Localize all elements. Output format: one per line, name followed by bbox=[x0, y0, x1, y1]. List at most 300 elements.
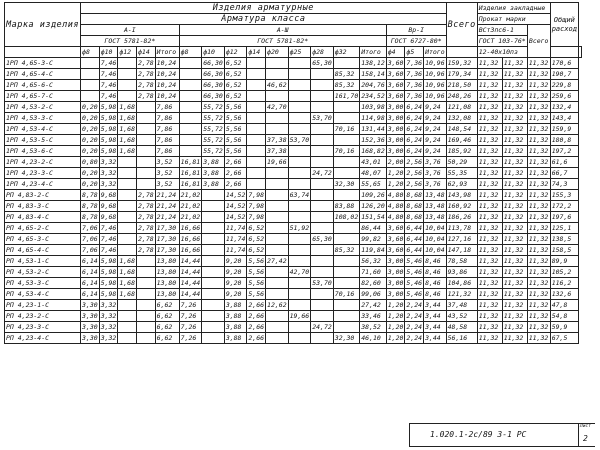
row-cell bbox=[81, 91, 100, 102]
row-cell: 5,56 bbox=[224, 146, 247, 157]
row-cell bbox=[247, 80, 266, 91]
row-cell bbox=[137, 146, 156, 157]
row-cell: 11,32 bbox=[528, 268, 549, 276]
row-cell: 5,98 bbox=[100, 103, 117, 111]
row-cell: 11,32 bbox=[502, 234, 527, 245]
row-cell: 6,52 bbox=[224, 80, 247, 91]
row-cell: 11,32 bbox=[528, 59, 549, 67]
row-cell: 8,46 bbox=[424, 256, 447, 267]
row-cell: 6,14 bbox=[82, 268, 98, 276]
row-cell: 7,46 bbox=[100, 92, 117, 100]
table-row bbox=[5, 58, 582, 69]
row-cell: 6,52 bbox=[224, 69, 247, 80]
row-cell bbox=[118, 311, 137, 322]
row-cell: 65,30 bbox=[312, 235, 332, 243]
row-cell: 9,68 bbox=[100, 213, 117, 221]
row-cell: 55,72 bbox=[203, 147, 223, 155]
row-cell: 11,32 bbox=[502, 157, 527, 168]
row-cell: 5,56 bbox=[248, 268, 265, 276]
row-cell: 11,32 bbox=[528, 147, 549, 155]
row-cell bbox=[118, 234, 137, 245]
row-cell bbox=[247, 124, 266, 135]
row-mark: 1РП 4,65-4-С bbox=[5, 69, 81, 80]
row-cell bbox=[202, 300, 225, 311]
row-cell: 186,26 bbox=[446, 212, 477, 223]
row-cell bbox=[311, 289, 334, 300]
row-cell: 2,66 bbox=[248, 301, 265, 309]
row-cell bbox=[118, 201, 137, 212]
row-mark: РП 4,53-1-С bbox=[5, 256, 81, 267]
row-cell: 46,10 bbox=[360, 333, 386, 344]
row-cell: 6,52 bbox=[248, 224, 265, 232]
row-cell: 6,62 bbox=[155, 300, 179, 311]
row-cell: 67,5 bbox=[550, 333, 578, 344]
table-row bbox=[5, 311, 582, 322]
row-cell bbox=[118, 157, 137, 168]
row-cell: 108,02 bbox=[334, 213, 359, 221]
row-cell: 5,98 bbox=[100, 290, 117, 298]
row-cell bbox=[266, 91, 289, 102]
row-cell: 8,78 bbox=[82, 191, 98, 199]
row-cell: 66,7 bbox=[550, 168, 578, 179]
row-cell: 13,48 bbox=[425, 202, 445, 210]
row-cell: 2,78 bbox=[138, 81, 154, 89]
row-cell: 55,72 bbox=[203, 103, 223, 111]
row-cell: 11,32 bbox=[477, 113, 502, 124]
sub-a3: ф20 bbox=[266, 47, 289, 58]
total-header: Всего bbox=[446, 3, 477, 47]
row-cell bbox=[202, 212, 225, 223]
row-cell: 11,32 bbox=[528, 213, 549, 221]
row-cell: 16,66 bbox=[180, 235, 201, 243]
row-cell bbox=[81, 58, 100, 69]
row-cell bbox=[202, 234, 225, 245]
row-cell: 10,96 bbox=[425, 92, 445, 100]
table-row bbox=[5, 190, 582, 201]
row-cell bbox=[288, 157, 311, 168]
row-cell: 37,48 bbox=[446, 300, 477, 311]
row-cell: 11,32 bbox=[502, 256, 527, 267]
row-cell: 7,36 bbox=[406, 59, 423, 67]
row-cell: 8,78 bbox=[82, 202, 98, 210]
row-cell bbox=[202, 311, 225, 322]
row-cell: 2,24 bbox=[406, 334, 423, 342]
row-cell: 11,32 bbox=[502, 168, 527, 179]
row-cell bbox=[118, 245, 137, 256]
row-mark: 1РП 4,53-6-С bbox=[5, 146, 81, 157]
row-cell: 16,66 bbox=[180, 224, 201, 232]
row-cell bbox=[137, 135, 156, 146]
gost-rolled: ГОСТ 103-76* bbox=[478, 37, 526, 45]
row-mark: 1РП 4,53-2-С bbox=[5, 102, 81, 113]
row-cell: 11,32 bbox=[528, 279, 549, 287]
row-cell: 11,32 bbox=[528, 103, 549, 111]
row-cell: 10,24 bbox=[155, 80, 179, 91]
row-cell bbox=[118, 190, 137, 201]
row-cell: 8,78 bbox=[82, 213, 98, 221]
row-cell: 86,44 bbox=[360, 223, 386, 234]
row-cell: 148,54 bbox=[446, 124, 477, 135]
row-cell: 10,96 bbox=[425, 59, 445, 67]
row-cell: 172,2 bbox=[550, 201, 578, 212]
row-cell: 11,32 bbox=[477, 124, 502, 135]
row-cell: 6,24 bbox=[406, 147, 423, 155]
gost-a1: ГОСТ 5781-82* bbox=[81, 36, 180, 47]
row-cell bbox=[333, 157, 359, 168]
row-cell: 11,32 bbox=[528, 70, 549, 78]
row-cell: 11,32 bbox=[528, 92, 549, 100]
row-cell bbox=[266, 223, 289, 234]
sheet-label: Лист bbox=[580, 424, 591, 429]
gost-vr1: ГОСТ 6727-80* bbox=[386, 36, 446, 47]
row-cell: 21,24 bbox=[155, 212, 179, 223]
row-mark: РП 4,53-2-С bbox=[5, 267, 81, 278]
row-cell: 11,32 bbox=[502, 300, 527, 311]
row-cell: 11,32 bbox=[502, 102, 527, 113]
row-cell: 11,32 bbox=[477, 69, 502, 80]
row-cell: 126,20 bbox=[361, 202, 385, 210]
row-cell: 5,98 bbox=[100, 147, 117, 155]
row-cell: 6,24 bbox=[406, 136, 423, 144]
row-cell: 4,80 bbox=[387, 202, 404, 210]
row-cell: 6,62 bbox=[155, 333, 179, 344]
row-cell bbox=[311, 311, 334, 322]
row-cell bbox=[118, 223, 137, 234]
sub-a3: ф14 bbox=[247, 47, 266, 58]
row-cell: 10,96 bbox=[425, 70, 445, 78]
row-cell: 3,88 bbox=[224, 300, 247, 311]
row-cell bbox=[202, 201, 225, 212]
row-cell: 3,88 bbox=[224, 311, 247, 322]
row-cell: 11,32 bbox=[477, 278, 502, 289]
row-cell bbox=[202, 267, 225, 278]
row-cell: 6,52 bbox=[224, 58, 247, 69]
row-cell: 7,36 bbox=[406, 81, 423, 89]
row-cell: 5,98 bbox=[100, 136, 117, 144]
row-mark: РП 4,23-1-С bbox=[5, 300, 81, 311]
row-cell bbox=[266, 333, 289, 344]
row-cell: 24,72 bbox=[312, 169, 332, 177]
row-cell bbox=[288, 91, 311, 102]
row-cell: 13,80 bbox=[155, 256, 179, 267]
row-cell: 5,56 bbox=[248, 279, 265, 287]
row-cell: 55,65 bbox=[360, 179, 386, 190]
row-cell bbox=[137, 102, 156, 113]
row-cell: 3,00 bbox=[387, 268, 404, 276]
row-cell: 14,44 bbox=[180, 290, 201, 298]
row-cell bbox=[311, 146, 334, 157]
row-cell: 11,32 bbox=[502, 223, 527, 234]
table-row bbox=[5, 212, 582, 223]
row-cell: 42,70 bbox=[267, 103, 287, 111]
row-cell: 0,20 bbox=[82, 180, 98, 188]
sub-a3: ф32 bbox=[333, 47, 359, 58]
row-cell: 37,38 bbox=[267, 147, 287, 155]
row-cell bbox=[137, 113, 156, 124]
row-cell: 190,7 bbox=[550, 69, 578, 80]
row-cell bbox=[137, 256, 156, 267]
row-cell: 11,32 bbox=[528, 169, 549, 177]
row-cell: 1,68 bbox=[119, 125, 135, 133]
row-cell: 66,30 bbox=[203, 70, 223, 78]
class-a1: А-I bbox=[81, 25, 180, 36]
row-cell bbox=[288, 322, 311, 333]
row-cell: 89,9 bbox=[550, 256, 578, 267]
row-cell: 66,30 bbox=[203, 81, 223, 89]
row-cell bbox=[288, 58, 311, 69]
row-cell: 5,98 bbox=[100, 125, 117, 133]
row-cell: 170,6 bbox=[550, 58, 578, 69]
row-cell: 147,18 bbox=[446, 245, 477, 256]
row-cell: 103,98 bbox=[361, 103, 385, 111]
row-cell bbox=[311, 102, 334, 113]
row-cell: 9,24 bbox=[424, 146, 447, 157]
row-cell bbox=[266, 245, 289, 256]
row-cell bbox=[137, 289, 156, 300]
row-cell bbox=[333, 234, 359, 245]
row-cell bbox=[266, 322, 289, 333]
row-cell bbox=[288, 113, 311, 124]
row-cell: 10,04 bbox=[425, 246, 445, 254]
row-cell bbox=[311, 256, 334, 267]
row-cell: 3,76 bbox=[424, 157, 447, 168]
row-cell: 5,98 bbox=[100, 114, 117, 122]
row-cell: 11,32 bbox=[502, 311, 527, 322]
row-cell: 2,66 bbox=[224, 179, 247, 190]
row-cell bbox=[247, 135, 266, 146]
row-mark: РП 4,83-2-С bbox=[5, 190, 81, 201]
sub-a3: Итого bbox=[360, 47, 386, 58]
row-cell: 32,30 bbox=[333, 179, 359, 190]
row-cell bbox=[137, 311, 156, 322]
row-mark: РП 4,53-3-С bbox=[5, 278, 81, 289]
row-cell: 3,00 bbox=[387, 257, 404, 265]
row-cell: 9,24 bbox=[424, 113, 447, 124]
sheet-number: 2 bbox=[583, 434, 588, 443]
row-cell bbox=[288, 245, 311, 256]
row-cell: 127,16 bbox=[446, 234, 477, 245]
row-cell: 11,32 bbox=[477, 333, 502, 344]
row-cell: 1,68 bbox=[119, 257, 135, 265]
row-cell: 11,32 bbox=[528, 235, 549, 243]
row-cell: 12,62 bbox=[267, 301, 287, 309]
row-cell: 11,74 bbox=[225, 224, 246, 232]
row-cell: 7,46 bbox=[100, 81, 117, 89]
row-cell: 143,98 bbox=[446, 190, 477, 201]
row-cell bbox=[202, 278, 225, 289]
row-mark: 1РП 4,65-6-С bbox=[5, 80, 81, 91]
row-cell: 3,44 bbox=[424, 322, 447, 333]
row-cell: 14,52 bbox=[225, 191, 246, 199]
row-cell bbox=[118, 322, 137, 333]
armature-class: Арматура класса bbox=[81, 14, 447, 25]
row-cell: 3,00 bbox=[387, 136, 404, 144]
row-cell: 21,02 bbox=[180, 191, 201, 199]
row-cell: 168,82 bbox=[361, 147, 385, 155]
row-cell: 0,20 bbox=[82, 125, 98, 133]
row-cell bbox=[266, 289, 289, 300]
row-cell bbox=[288, 289, 311, 300]
sub-a1: ф10 bbox=[99, 47, 118, 58]
row-cell bbox=[288, 278, 311, 289]
row-cell bbox=[202, 190, 225, 201]
row-cell: 11,32 bbox=[477, 234, 502, 245]
row-cell bbox=[179, 146, 202, 157]
row-cell: 8,46 bbox=[424, 289, 447, 300]
row-cell bbox=[288, 102, 311, 113]
row-cell: 169,46 bbox=[446, 135, 477, 146]
row-cell: 132,08 bbox=[446, 113, 477, 124]
table-row bbox=[5, 179, 582, 190]
row-cell: 197,2 bbox=[550, 146, 578, 157]
row-cell: 6,44 bbox=[406, 235, 423, 243]
row-cell: 5,56 bbox=[224, 102, 247, 113]
class-vr1: Вр-I bbox=[386, 25, 446, 36]
row-mark: 1РП 4,23-2-С bbox=[5, 157, 81, 168]
row-cell: 2,78 bbox=[138, 92, 154, 100]
row-cell: 11,32 bbox=[477, 146, 502, 157]
row-cell: 14,52 bbox=[225, 213, 246, 221]
row-cell: 11,32 bbox=[528, 114, 549, 122]
row-cell: 7,36 bbox=[406, 92, 423, 100]
row-cell bbox=[266, 113, 289, 124]
row-cell: 10,04 bbox=[425, 224, 445, 232]
row-cell: 21,24 bbox=[155, 201, 179, 212]
row-cell: 21,02 bbox=[180, 202, 201, 210]
row-cell: 11,32 bbox=[477, 168, 502, 179]
row-cell: 55,72 bbox=[203, 136, 223, 144]
sub-vr1: ф4 bbox=[386, 47, 405, 58]
row-cell: 99,82 bbox=[360, 234, 386, 245]
row-cell: 11,32 bbox=[502, 146, 527, 157]
row-cell: 5,98 bbox=[100, 279, 117, 287]
gost-a3: ГОСТ 5781-82* bbox=[179, 36, 386, 47]
row-cell: 11,32 bbox=[502, 190, 527, 201]
row-cell: 33,46 bbox=[360, 311, 386, 322]
row-cell: 66,30 bbox=[203, 59, 223, 67]
row-cell: 61,6 bbox=[550, 157, 578, 168]
row-cell: 3,60 bbox=[387, 92, 404, 100]
row-cell: 48,07 bbox=[360, 168, 386, 179]
row-cell: 218,50 bbox=[446, 80, 477, 91]
row-cell: 121,08 bbox=[446, 102, 477, 113]
row-cell: 3,60 bbox=[387, 246, 404, 254]
title-block bbox=[409, 423, 595, 447]
row-cell: 1,68 bbox=[119, 114, 135, 122]
row-cell: 2,78 bbox=[138, 59, 154, 67]
row-cell: 3,88 bbox=[202, 168, 225, 179]
row-cell: 55,72 bbox=[203, 114, 223, 122]
row-cell: 7,06 bbox=[82, 235, 98, 243]
row-cell: 59,9 bbox=[550, 322, 578, 333]
row-cell: 5,56 bbox=[248, 290, 265, 298]
row-cell: 5,56 bbox=[224, 135, 247, 146]
row-cell bbox=[137, 278, 156, 289]
row-cell: 19,66 bbox=[289, 312, 310, 320]
row-cell: 5,98 bbox=[100, 257, 117, 265]
row-cell: 3,52 bbox=[155, 168, 179, 179]
row-cell bbox=[118, 168, 137, 179]
row-cell bbox=[311, 179, 334, 190]
sub-a3: ф12 bbox=[224, 47, 247, 58]
row-cell: 2,00 bbox=[387, 158, 404, 166]
row-cell: 9,20 bbox=[224, 289, 247, 300]
row-cell: 3,88 bbox=[224, 333, 247, 344]
row-cell: 185,92 bbox=[446, 146, 477, 157]
row-cell: 2,66 bbox=[248, 312, 265, 320]
row-cell bbox=[311, 212, 334, 223]
row-cell bbox=[311, 91, 334, 102]
row-cell: 3,32 bbox=[100, 169, 117, 177]
row-cell: 2,24 bbox=[406, 323, 423, 331]
row-cell bbox=[137, 322, 156, 333]
row-cell: 8,68 bbox=[406, 191, 423, 199]
row-cell: 11,32 bbox=[502, 179, 527, 190]
row-cell bbox=[333, 256, 359, 267]
row-cell bbox=[247, 157, 266, 168]
row-cell: 43,52 bbox=[446, 311, 477, 322]
row-cell: 7,86 bbox=[155, 113, 179, 124]
row-cell bbox=[137, 124, 156, 135]
row-cell: 5,56 bbox=[224, 124, 247, 135]
row-cell: 11,32 bbox=[502, 135, 527, 146]
row-cell: 82,60 bbox=[360, 278, 386, 289]
row-cell: 11,32 bbox=[502, 113, 527, 124]
row-cell: 3,60 bbox=[387, 59, 404, 67]
row-cell: 56,32 bbox=[360, 256, 386, 267]
row-cell: 50,29 bbox=[446, 157, 477, 168]
row-cell: 155,3 bbox=[550, 190, 578, 201]
row-cell bbox=[311, 80, 334, 91]
row-cell: 125,1 bbox=[550, 223, 578, 234]
row-cell: 2,78 bbox=[138, 70, 154, 78]
row-cell: 11,32 bbox=[528, 290, 549, 298]
row-cell: 7,26 bbox=[179, 300, 202, 311]
row-cell: 11,32 bbox=[502, 124, 527, 135]
sheet-box bbox=[578, 424, 595, 446]
row-cell: 11,32 bbox=[477, 80, 502, 91]
row-cell: 11,32 bbox=[528, 158, 549, 166]
row-cell: 6,24 bbox=[406, 103, 423, 111]
row-cell: 11,32 bbox=[528, 180, 549, 188]
row-cell: 151,54 bbox=[361, 213, 385, 221]
row-cell bbox=[179, 80, 202, 91]
table-row bbox=[5, 135, 582, 146]
row-mark: РП 4,83-3-С bbox=[5, 201, 81, 212]
row-cell bbox=[311, 223, 334, 234]
row-cell: 83,88 bbox=[333, 201, 359, 212]
row-cell bbox=[179, 135, 202, 146]
row-cell: 248,26 bbox=[446, 91, 477, 102]
row-cell bbox=[179, 102, 202, 113]
row-cell: 132,4 bbox=[550, 102, 578, 113]
row-cell bbox=[333, 168, 359, 179]
rolled-sub: 12-40х10пз bbox=[477, 47, 527, 58]
row-cell: 6,62 bbox=[155, 311, 179, 322]
armature-title: Изделия арматурные bbox=[81, 3, 447, 14]
row-cell bbox=[137, 267, 156, 278]
row-mark: 1РП 4,53-5-С bbox=[5, 135, 81, 146]
row-cell: 11,32 bbox=[528, 202, 549, 210]
row-cell: 16,81 bbox=[180, 180, 201, 188]
row-cell bbox=[333, 223, 359, 234]
table-row bbox=[5, 157, 582, 168]
table-row bbox=[5, 91, 582, 102]
row-cell: 11,32 bbox=[477, 322, 502, 333]
row-cell bbox=[288, 201, 311, 212]
row-cell bbox=[311, 124, 334, 135]
table-row bbox=[5, 256, 582, 267]
